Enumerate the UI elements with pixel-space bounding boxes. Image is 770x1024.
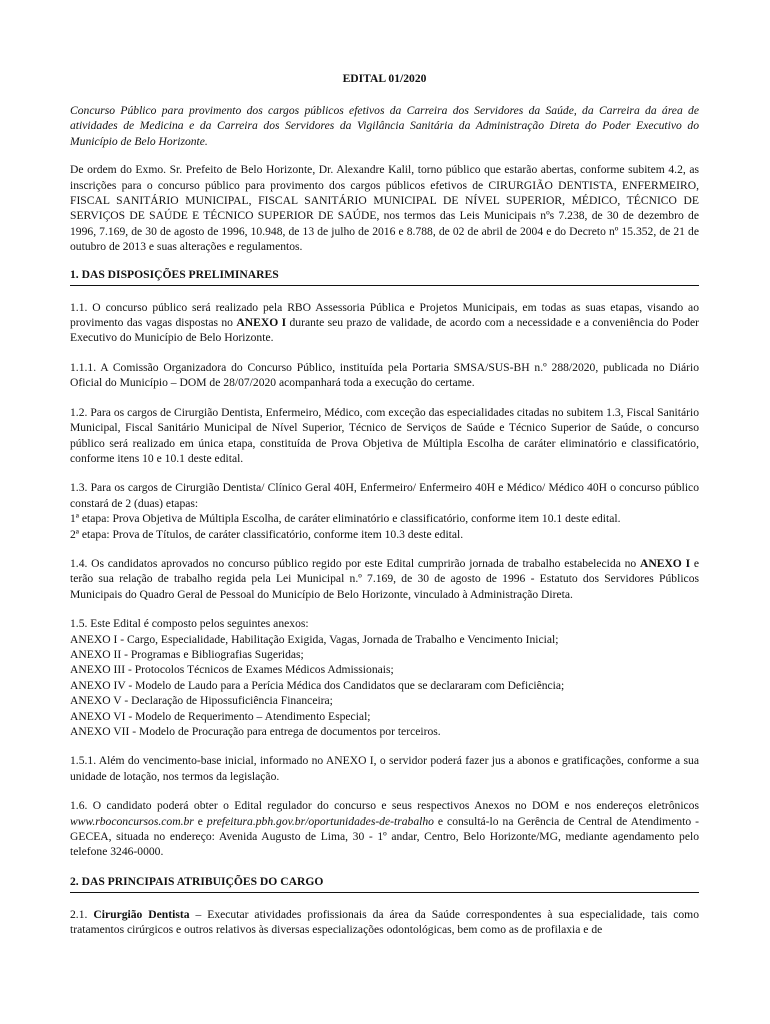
annex-list-item: ANEXO V - Declaração de Hipossuficiência Financeira; (70, 694, 333, 708)
text: e consultá-lo na Gerência de Central de Atendimento - GECEA, situada no endereço: Avenida Augusto de Lima, 30 - 1º andar, Centro, Belo Horizonte/MG, mediante agendamento pelo telefone 3246-0000. (70, 814, 699, 859)
text: 1.1. O concurso público será realizado pela RBO Assessoria Pública e Projetos Municipais, em todas as suas etapas, visando ao provimento das vagas dispostas no (70, 300, 699, 330)
annex-list-item: ANEXO IV - Modelo de Laudo para a Perícia Médica dos Candidatos que se declararam com Deficiência; (70, 678, 565, 692)
annex-list-item: ANEXO III - Protocolos Técnicos de Exames Médicos Admissionais; (70, 663, 394, 677)
stage-1-line: 1ª etapa: Prova Objetiva de Múltipla Escolha, de caráter eliminatório e classificatório, conforme item 10.1 deste edital. (70, 512, 621, 526)
intro-paragraph: Concurso Público para provimento dos cargos públicos efetivos da Carreira dos Servidores da Saúde, da Carreira da área de atividades de Medicina e da Carreira dos Servidores da Vigilância Sanitária da Administração Direta do Poder Executivo do Município de Belo Horizonte. (70, 104, 699, 148)
website-link-rbo[interactable]: www.rboconcursos.com.br (70, 814, 194, 828)
paragraph-1-5-text: 1.5. Este Edital é composto pelos seguintes anexos: (70, 617, 309, 631)
paragraph-1-1 (70, 300, 699, 346)
paragraph-1-1-1: 1.1.1. A Comissão Organizadora do Concurso Público, instituída pela Portaria SMSA/SUS-BH n.º 288/2020, publicada no Diário Oficial do Município – DOM de 28/07/2020 acompanhará toda a execução do certame. (70, 360, 699, 390)
stage-2-line: 2ª etapa: Prova de Títulos, de caráter classificatório, conforme item 10.3 deste edital. (70, 527, 464, 541)
paragraph-1-3 (70, 480, 699, 542)
section-2-title: 2. DAS PRINCIPAIS ATRIBUIÇÕES DO CARGO (70, 874, 699, 893)
text: e terão sua relação de trabalho regida pela Lei Municipal n.º 7.169, de 30 de agosto de 1996 - Estatuto dos Servidores Públicos Municipais do Quadro Geral de Pessoal do Município de Belo Horizonte, vinculado à Administração Direta. (70, 556, 699, 601)
paragraph-1-2: 1.2. Para os cargos de Cirurgião Dentista, Enfermeiro, Médico, com exceção das especialidades citadas no subitem 1.3, Fiscal Sanitário Municipal, Fiscal Sanitário Municipal de Nível Superior, Técnico de Serviços de Saúde e Técnico Superior de Saúde, o concurso público será realizado em única etapa, constituída de Prova Objetiva de Múltipla Escolha de caráter eliminatório e classificatório, conforme itens 10 e 10.1 deste edital. (70, 405, 699, 465)
text: 2.1. (70, 907, 94, 921)
text: durante seu prazo de validade, de acordo com a necessidade e a conveniência do Poder Executivo do Município de Belo Horizonte. (70, 316, 699, 345)
lead-paragraph: De ordem do Exmo. Sr. Prefeito de Belo Horizonte, Dr. Alexandre Kalil, torno público que estarão abertas, conforme subitem 4.2, as inscrições para o concurso público para provimento dos cargos públicos efetivos de CIRURGIÃO DENTISTA, ENFERMEIRO, FISCAL SANITÁRIO MUNICIPAL, FISCAL SANITÁRIO MUNICIPAL DE NÍVEL SUPERIOR, MÉDICO, TÉCNICO DE SERVIÇOS DE SAÚDE E TÉCNICO SUPERIOR DE SAÚDE, nos termos das Leis Municipais nºs 7.238, de 30 de dezembro de 1996, 7.169, de 30 de agosto de 1996, 10.948, de 13 de julho de 2016 e 8.788, de 02 de abril de 2004 e do Decreto nº 15.352, de 21 de outubro de 2013 e suas alterações e regulamentos. (70, 163, 699, 254)
paragraph-2-1 (70, 907, 699, 938)
text: 1.6. O candidato poderá obter o Edital regulador do concurso e seus respectivos Anexos no DOM e nos endereços eletrônicos (70, 799, 699, 813)
text: 1.4. Os candidatos aprovados no concurso público regido por este Edital cumprirão jornada de trabalho estabelecida no (70, 556, 640, 570)
annex-list-item: ANEXO I - Cargo, Especialidade, Habilitação Exigida, Vagas, Jornada de Trabalho e Vencimento Inicial; (70, 632, 559, 646)
section-1-title: 1. DAS DISPOSIÇÕES PRELIMINARES (70, 267, 699, 286)
paragraph-1-5-1: 1.5.1. Além do vencimento-base inicial, informado no ANEXO I, o servidor poderá fazer jus a abonos e gratificações, conforme a sua unidade de lotação, nos termos da legislação. (70, 754, 699, 783)
document-title: EDITAL 01/2020 (342, 72, 427, 85)
role-name: Cirurgião Dentista (93, 907, 190, 921)
annex-list-item: ANEXO II - Programas e Bibliografias Sugeridas; (70, 647, 304, 661)
text: e (193, 814, 207, 828)
paragraph-1-6 (70, 798, 699, 860)
paragraph-1-5 (70, 616, 699, 739)
website-link-pbh[interactable]: prefeitura.pbh.gov.br/oportunidades-de-trabalho (206, 814, 434, 828)
paragraph-1-4 (70, 556, 699, 602)
paragraph-1-3-text: 1.3. Para os cargos de Cirurgião Dentista/ Clínico Geral 40H, Enfermeiro/ Enfermeiro 40H e Médico/ Médico 40H o concurso público constará de 2 (duas) etapas: (70, 481, 699, 510)
annex-list-item: ANEXO VII - Modelo de Procuração para entrega de documentos por terceiros. (70, 725, 441, 738)
text: – Executar atividades profissionais da área da Saúde correspondentes à sua especialidade, tais como tratamentos cirúrgicos e outros relativos às diversas especializações odontológicas, bem como as de profilaxia e de (70, 907, 700, 937)
annex-reference: ANEXO I (639, 556, 691, 570)
annex-reference: ANEXO I (236, 316, 287, 330)
annex-list-item: ANEXO VI - Modelo de Requerimento – Atendimento Especial; (70, 709, 371, 723)
